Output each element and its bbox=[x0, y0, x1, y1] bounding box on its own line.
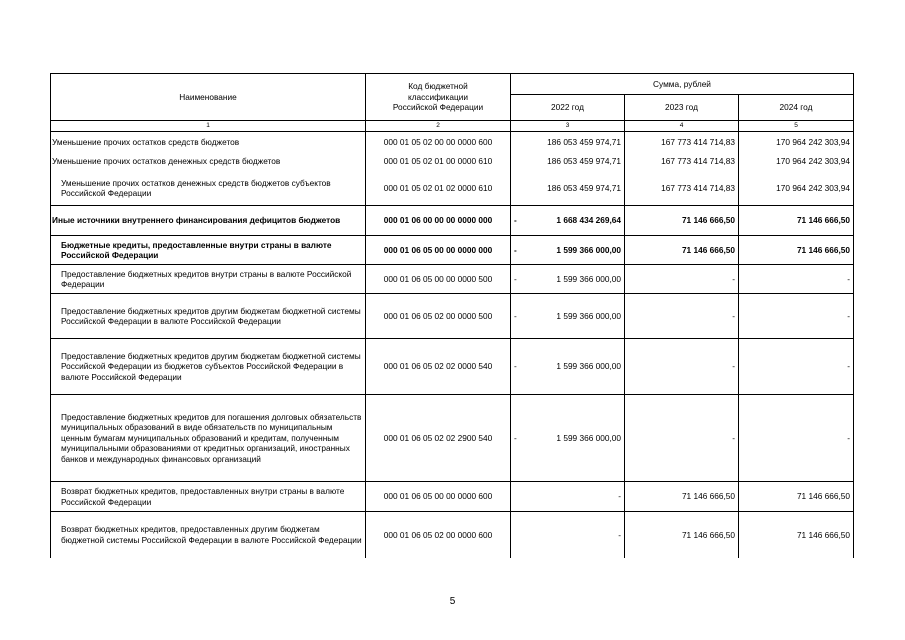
header-year-2022: 2022 год bbox=[511, 95, 625, 121]
row-name: Возврат бюджетных кредитов, предоставленных другим бюджетам бюджетной системы Российской Федерации в валюте Российской Федерации bbox=[51, 512, 366, 558]
minus-sign: - bbox=[514, 432, 517, 443]
row-value-2023: - bbox=[625, 395, 739, 482]
value: 1 599 366 000,00 bbox=[556, 310, 621, 321]
table-row bbox=[51, 482, 854, 512]
row-code: 000 01 06 05 00 00 0000 000 bbox=[366, 236, 511, 265]
minus-sign: - bbox=[514, 273, 517, 284]
row-value-2024: 71 146 666,50 bbox=[739, 236, 854, 265]
value: 186 053 459 974,71 bbox=[547, 183, 621, 193]
row-name: Бюджетные кредиты, предоставленные внутри страны в валюте Российской Федерации bbox=[51, 236, 366, 265]
budget-sources-table bbox=[50, 73, 854, 558]
page-number: 5 bbox=[449, 596, 456, 607]
row-value-2023: 71 146 666,50 bbox=[625, 512, 739, 558]
index-cell: 3 bbox=[511, 121, 625, 132]
row-value-2022 bbox=[511, 294, 625, 339]
header-sum: Сумма, рублей bbox=[511, 74, 854, 95]
row-value-2024: - bbox=[739, 265, 854, 294]
table-row bbox=[51, 236, 854, 265]
index-cell: 2 bbox=[366, 121, 511, 132]
minus-sign: - bbox=[514, 310, 517, 321]
row-name: Иные источники внутреннего финансирования дефицитов бюджетов bbox=[51, 206, 366, 236]
row-value-2024: 71 146 666,50 bbox=[739, 482, 854, 512]
header-year-2024: 2024 год bbox=[739, 95, 854, 121]
index-cell: 4 bbox=[625, 121, 739, 132]
row-value-2023: 71 146 666,50 bbox=[625, 482, 739, 512]
value: - bbox=[618, 529, 621, 540]
row-name: Уменьшение прочих остатков денежных средств бюджетов субъектов Российской Федерации bbox=[51, 172, 366, 206]
row-value-2022 bbox=[511, 152, 625, 172]
table-row bbox=[51, 339, 854, 395]
row-name: Предоставление бюджетных кредитов для погашения долговых обязательств муниципальных образований в виде обязательств по муниципальным ценным бумагам муниципальных образований и кредитам, полученным муниципальными образованиями от кредитных организаций, иностранных банков и международных финансовых организаций bbox=[51, 395, 366, 482]
table-row bbox=[51, 294, 854, 339]
minus-sign: - bbox=[514, 215, 517, 226]
table-row bbox=[51, 206, 854, 236]
row-value-2022 bbox=[511, 172, 625, 206]
row-code: 000 01 06 05 02 00 0000 500 bbox=[366, 294, 511, 339]
row-value-2022 bbox=[511, 512, 625, 558]
row-name: Предоставление бюджетных кредитов внутри страны в валюте Российской Федерации bbox=[51, 265, 366, 294]
header-year-2023: 2023 год bbox=[625, 95, 739, 121]
row-code: 000 01 06 05 02 02 0000 540 bbox=[366, 339, 511, 395]
index-cell: 1 bbox=[51, 121, 366, 132]
value: 186 053 459 974,71 bbox=[547, 156, 621, 167]
row-value-2024: 71 146 666,50 bbox=[739, 512, 854, 558]
row-value-2024: - bbox=[739, 339, 854, 395]
row-value-2022 bbox=[511, 132, 625, 152]
minus-sign: - bbox=[514, 244, 517, 255]
table-row bbox=[51, 132, 854, 152]
row-value-2023: 167 773 414 714,83 bbox=[625, 152, 739, 172]
value: 1 599 366 000,00 bbox=[556, 273, 621, 284]
header-name: Наименование bbox=[51, 74, 366, 121]
row-value-2023: 167 773 414 714,83 bbox=[625, 172, 739, 206]
table-row bbox=[51, 395, 854, 482]
table-row bbox=[51, 152, 854, 172]
row-name: Предоставление бюджетных кредитов другим бюджетам бюджетной системы Российской Федерации из бюджетов субъектов Российской Федерации в валюте Российской Федерации bbox=[51, 339, 366, 395]
row-name: Уменьшение прочих остатков средств бюджетов bbox=[51, 132, 366, 152]
row-value-2024: 71 146 666,50 bbox=[739, 206, 854, 236]
minus-sign: - bbox=[514, 361, 517, 372]
row-name: Возврат бюджетных кредитов, предоставленных внутри страны в валюте Российской Федерации bbox=[51, 482, 366, 512]
table-index-row bbox=[51, 121, 854, 132]
row-name: Предоставление бюджетных кредитов другим бюджетам бюджетной системы Российской Федерации в валюте Российской Федерации bbox=[51, 294, 366, 339]
row-value-2024: 170 964 242 303,94 bbox=[739, 152, 854, 172]
row-value-2022 bbox=[511, 395, 625, 482]
row-code: 000 01 05 02 01 00 0000 610 bbox=[366, 152, 511, 172]
value: - bbox=[618, 491, 621, 502]
row-value-2024: 170 964 242 303,94 bbox=[739, 132, 854, 152]
row-value-2024: - bbox=[739, 395, 854, 482]
table-header-row bbox=[51, 74, 854, 95]
value: 1 599 366 000,00 bbox=[556, 361, 621, 372]
row-value-2023: - bbox=[625, 294, 739, 339]
row-value-2023: 71 146 666,50 bbox=[625, 206, 739, 236]
row-value-2023: - bbox=[625, 339, 739, 395]
row-value-2022 bbox=[511, 339, 625, 395]
row-code: 000 01 06 05 00 00 0000 600 bbox=[366, 482, 511, 512]
table-row bbox=[51, 265, 854, 294]
row-code: 000 01 06 05 02 02 2900 540 bbox=[366, 395, 511, 482]
value: 1 599 366 000,00 bbox=[556, 432, 621, 443]
table-row bbox=[51, 172, 854, 206]
row-name: Уменьшение прочих остатков денежных средств бюджетов bbox=[51, 152, 366, 172]
table-row bbox=[51, 512, 854, 558]
row-value-2022 bbox=[511, 265, 625, 294]
value: 1 668 434 269,64 bbox=[556, 215, 621, 226]
row-code: 000 01 06 05 02 00 0000 600 bbox=[366, 512, 511, 558]
header-code: Код бюджетной классификации Российской Федерации bbox=[366, 74, 511, 121]
row-value-2022 bbox=[511, 206, 625, 236]
row-value-2023: 71 146 666,50 bbox=[625, 236, 739, 265]
row-code: 000 01 05 02 00 00 0000 600 bbox=[366, 132, 511, 152]
row-value-2023: 167 773 414 714,83 bbox=[625, 132, 739, 152]
value: 186 053 459 974,71 bbox=[547, 136, 621, 147]
row-code: 000 01 05 02 01 02 0000 610 bbox=[366, 172, 511, 206]
row-code: 000 01 06 05 00 00 0000 500 bbox=[366, 265, 511, 294]
value: 1 599 366 000,00 bbox=[556, 244, 621, 255]
index-cell: 5 bbox=[739, 121, 854, 132]
row-code: 000 01 06 00 00 00 0000 000 bbox=[366, 206, 511, 236]
row-value-2024: 170 964 242 303,94 bbox=[739, 172, 854, 206]
row-value-2022 bbox=[511, 482, 625, 512]
row-value-2022 bbox=[511, 236, 625, 265]
row-value-2023: - bbox=[625, 265, 739, 294]
row-value-2024: - bbox=[739, 294, 854, 339]
